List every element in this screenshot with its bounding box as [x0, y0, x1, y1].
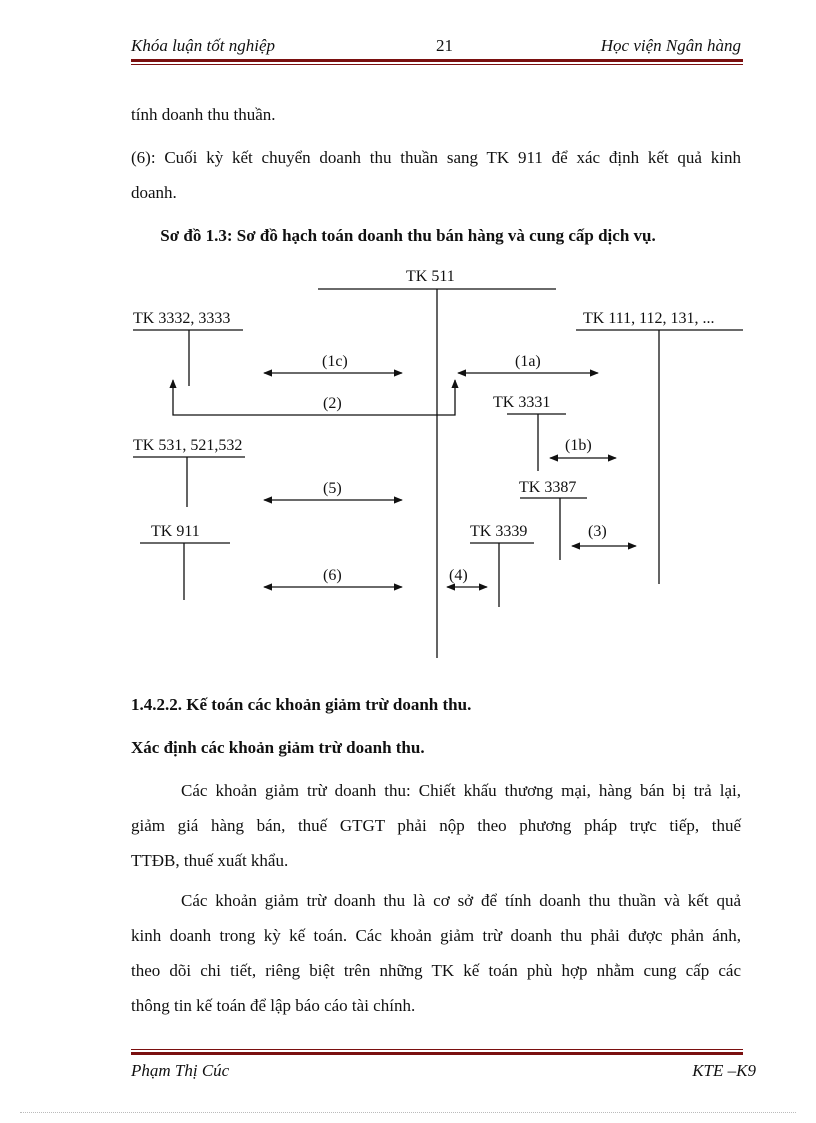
para1-line3: TTĐB, thuế xuất khẩu. [131, 851, 289, 870]
paragraph-1 [131, 773, 741, 878]
para2-line4: thông tin kế toán để lập báo cáo tài chính. [131, 996, 416, 1015]
footer-right: KTE –K9 [692, 1061, 756, 1080]
tk3332-label: TK 3332, 3333 [133, 310, 231, 327]
tk511-label: TK 511 [406, 268, 455, 285]
tk111-label: TK 111, 112, 131, ... [583, 310, 715, 327]
intro-line: tính doanh thu thuần. [131, 105, 276, 124]
header-right: Học viện Ngân hàng [600, 36, 741, 55]
arrow-5-label: (5) [323, 480, 342, 497]
page-edge-dots [20, 1112, 796, 1113]
header-left: Khóa luận tốt nghiệp [131, 36, 276, 55]
page-number: 21 [436, 36, 453, 55]
arrow-1a-label: (1a) [515, 353, 541, 370]
para1-line1: Các khoản giảm trừ doanh thu: Chiết khấu thương mại, hàng bán bị trả lại, [181, 781, 741, 800]
tk3387-label: TK 3387 [519, 479, 577, 496]
arrow-1b-label: (1b) [565, 437, 592, 454]
arrow-4-label: (4) [449, 567, 468, 584]
arrow-2 [173, 380, 455, 415]
arrow-1c-label: (1c) [322, 353, 348, 370]
tk3331-label: TK 3331 [493, 394, 551, 411]
section-heading: 1.4.2.2. Kế toán các khoản giảm trừ doanh thu. [131, 695, 472, 714]
para2-line3: theo dõi chi tiết, riêng biệt trên những TK kế toán phù hợp nhằm cung cấp các [131, 961, 741, 980]
paragraph-2 [131, 883, 741, 1023]
para2-line1: Các khoản giảm trừ doanh thu là cơ sở để tính doanh thu thuần và kết quả [181, 891, 741, 910]
tk531-label: TK 531, 521,532 [133, 437, 243, 454]
arrow-6-label: (6) [323, 567, 342, 584]
footer-rule-thin [131, 1049, 743, 1050]
tk3339-label: TK 3339 [470, 523, 528, 540]
item6-line1: (6): Cuối kỳ kết chuyển doanh thu thuần sang TK 911 để xác định kết quả kinh [131, 148, 741, 167]
diagram-title: Sơ đồ 1.3: Sơ đồ hạch toán doanh thu bán hàng và cung cấp dịch vụ. [160, 226, 656, 245]
para2-line2: kinh doanh trong kỳ kế toán. Các khoản giảm trừ doanh thu phải được phản ánh, [131, 926, 741, 945]
footer-rule [131, 1052, 743, 1055]
arrow-3-label: (3) [588, 523, 607, 540]
section-subheading: Xác định các khoản giảm trừ doanh thu. [131, 738, 425, 757]
item6-line2: doanh. [131, 183, 177, 202]
para1-line2: giảm giá hàng bán, thuế GTGT phải nộp theo phương pháp trực tiếp, thuế [131, 816, 741, 835]
footer-left: Phạm Thị Cúc [131, 1061, 230, 1080]
tk911-label: TK 911 [151, 523, 200, 540]
arrow-2-label: (2) [323, 395, 342, 412]
